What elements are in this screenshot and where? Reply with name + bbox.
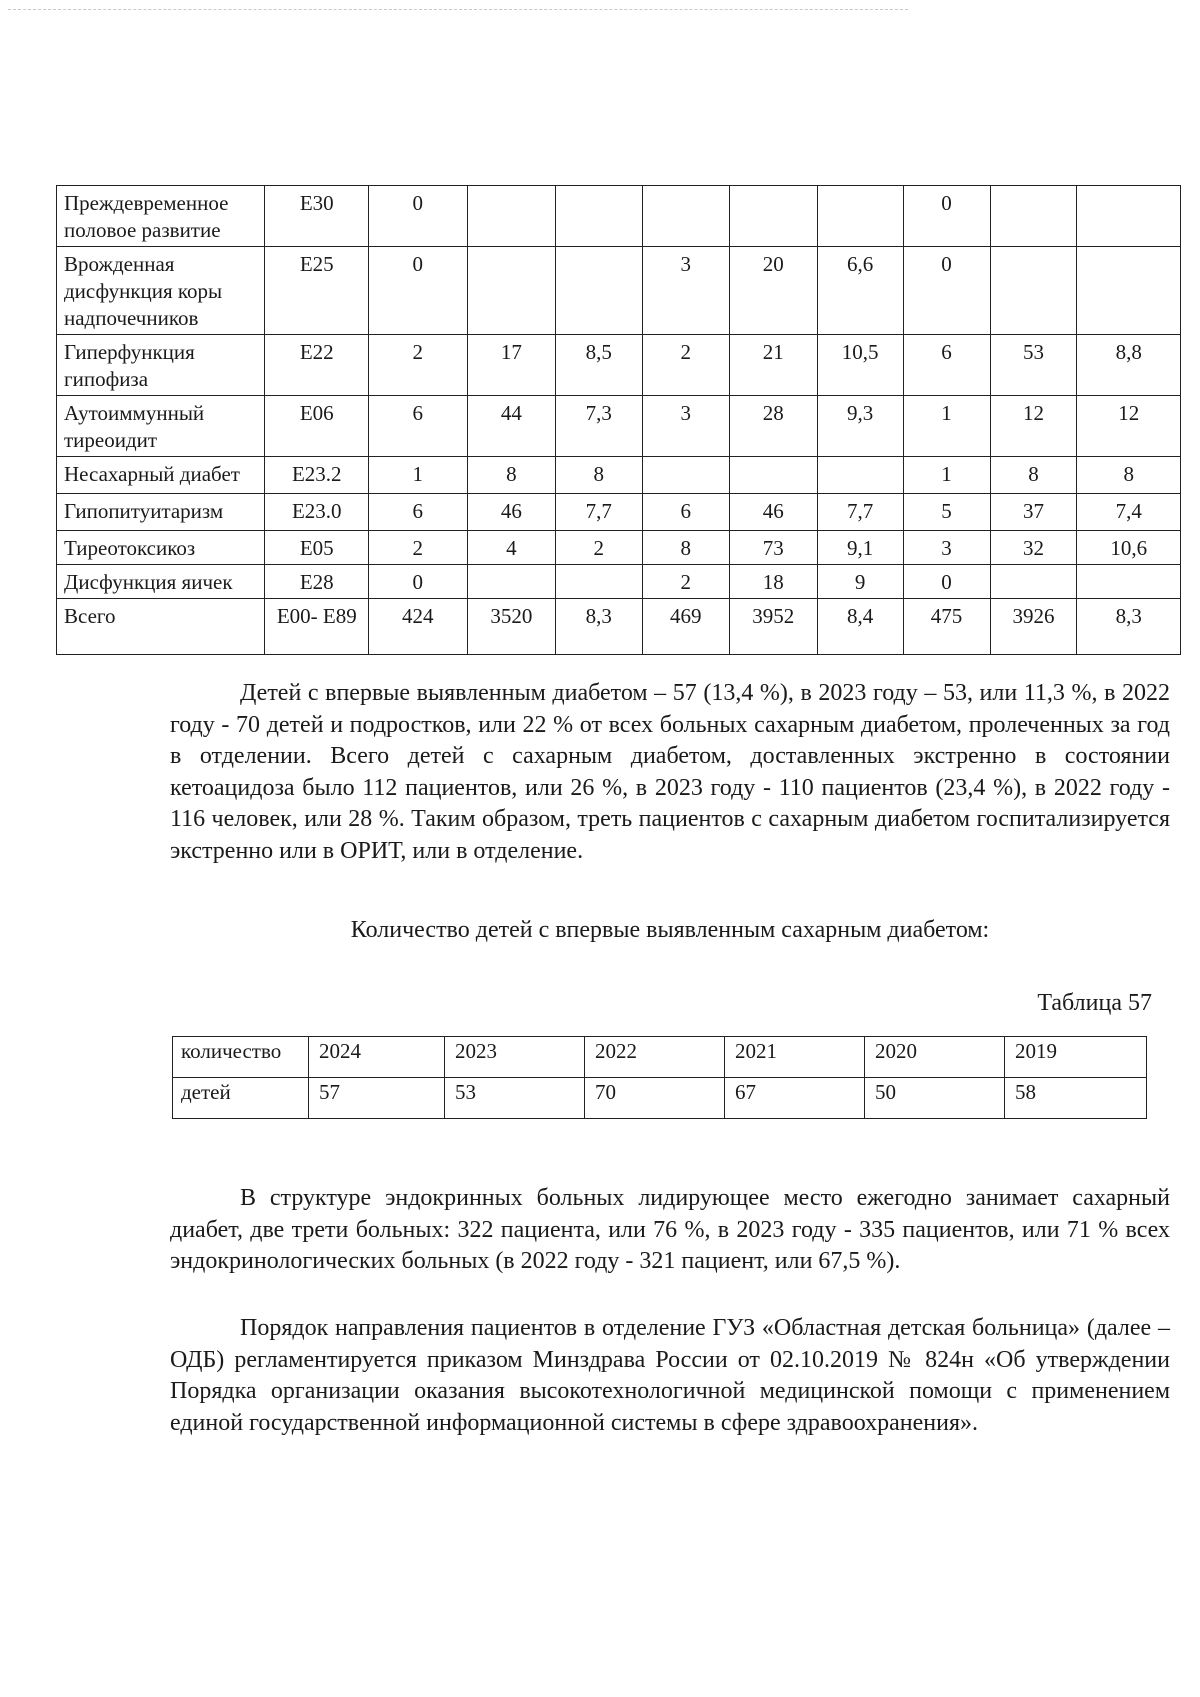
value-cell: 8	[642, 531, 729, 565]
value-cell: 2	[642, 335, 729, 396]
year-cell: 2023	[445, 1037, 585, 1078]
diagnosis-name: Всего	[57, 599, 265, 655]
diagnosis-name: Тиреотоксикоз	[57, 531, 265, 565]
table-row	[57, 457, 1181, 494]
value-cell: 8	[555, 457, 642, 494]
diagnosis-name: Аутоиммунный тиреоидит	[57, 396, 265, 457]
value-cell: 6	[368, 396, 467, 457]
count-cell: 53	[445, 1078, 585, 1119]
table-caption: Таблица 57	[1037, 990, 1152, 1016]
table-row	[57, 565, 1181, 599]
value-cell: 12	[1077, 396, 1181, 457]
value-cell: 3	[642, 396, 729, 457]
icd-code: Е23.0	[265, 494, 368, 531]
value-cell: 424	[368, 599, 467, 655]
value-cell: 2	[368, 335, 467, 396]
value-cell	[729, 457, 817, 494]
value-cell	[990, 247, 1077, 335]
row-label: детей	[173, 1078, 309, 1119]
value-cell	[817, 457, 903, 494]
year-cell: 2019	[1005, 1037, 1147, 1078]
value-cell: 17	[467, 335, 555, 396]
value-cell: 18	[729, 565, 817, 599]
year-cell: 2020	[865, 1037, 1005, 1078]
new-diabetes-by-year-table	[172, 1036, 1147, 1119]
value-cell: 6	[642, 494, 729, 531]
year-cell: 2022	[585, 1037, 725, 1078]
table-heading: Количество детей с впервые выявленным сахарным диабетом:	[350, 917, 990, 943]
value-cell: 37	[990, 494, 1077, 531]
value-cell	[555, 247, 642, 335]
value-cell: 20	[729, 247, 817, 335]
value-cell: 2	[368, 531, 467, 565]
value-cell	[1077, 247, 1181, 335]
table-row	[57, 335, 1181, 396]
value-cell: 1	[903, 396, 990, 457]
value-cell	[467, 186, 555, 247]
value-cell	[817, 186, 903, 247]
diagnosis-name: Врожденная дисфункция коры надпочечников	[57, 247, 265, 335]
icd-code: Е25	[265, 247, 368, 335]
table-row	[57, 599, 1181, 655]
diagnosis-name: Несахарный диабет	[57, 457, 265, 494]
paragraph-referral-order: Порядок направления пациентов в отделение ГУЗ «Областная детская больница» (далее – ОДБ) регламентируется приказом Минздрава России от 02.10.2019 № 824н «Об утверждении Порядка организации оказания высокотехнологичной медицинской помощи с применением единой государственной информационной системы в сфере здравоохранения».	[170, 1315, 1170, 1436]
value-cell: 0	[368, 247, 467, 335]
table-row	[57, 531, 1181, 565]
table-row	[57, 494, 1181, 531]
value-cell: 2	[555, 531, 642, 565]
diagnosis-name: Преждевременное половое развитие	[57, 186, 265, 247]
value-cell: 8,3	[555, 599, 642, 655]
value-cell: 7,4	[1077, 494, 1181, 531]
value-cell: 10,5	[817, 335, 903, 396]
count-cell: 70	[585, 1078, 725, 1119]
value-cell: 8	[1077, 457, 1181, 494]
icd-code: Е30	[265, 186, 368, 247]
value-cell	[642, 457, 729, 494]
value-cell: 44	[467, 396, 555, 457]
value-cell: 8,3	[1077, 599, 1181, 655]
value-cell: 8	[467, 457, 555, 494]
value-cell: 7,7	[817, 494, 903, 531]
icd-code: Е06	[265, 396, 368, 457]
value-cell	[555, 186, 642, 247]
diagnosis-name: Дисфункция яичек	[57, 565, 265, 599]
value-cell: 3926	[990, 599, 1077, 655]
value-cell	[729, 186, 817, 247]
value-cell: 3	[642, 247, 729, 335]
value-cell: 9,3	[817, 396, 903, 457]
count-cell: 50	[865, 1078, 1005, 1119]
value-cell: 1	[368, 457, 467, 494]
count-row	[173, 1078, 1147, 1119]
value-cell	[990, 186, 1077, 247]
value-cell	[1077, 565, 1181, 599]
value-cell: 0	[903, 565, 990, 599]
table-row	[57, 247, 1181, 335]
value-cell: 8	[990, 457, 1077, 494]
value-cell: 8,8	[1077, 335, 1181, 396]
value-cell: 53	[990, 335, 1077, 396]
value-cell: 9	[817, 565, 903, 599]
value-cell: 0	[368, 565, 467, 599]
value-cell: 10,6	[1077, 531, 1181, 565]
table-row	[57, 396, 1181, 457]
value-cell	[467, 565, 555, 599]
value-cell: 6	[903, 335, 990, 396]
scan-edge-line	[8, 9, 908, 10]
icd-code: Е05	[265, 531, 368, 565]
icd-code: Е22	[265, 335, 368, 396]
value-cell	[990, 565, 1077, 599]
year-header-row	[173, 1037, 1147, 1078]
value-cell: 3	[903, 531, 990, 565]
value-cell: 0	[368, 186, 467, 247]
value-cell	[467, 247, 555, 335]
value-cell: 21	[729, 335, 817, 396]
value-cell	[555, 565, 642, 599]
icd-code: Е00- Е89	[265, 599, 368, 655]
value-cell	[1077, 186, 1181, 247]
value-cell: 12	[990, 396, 1077, 457]
value-cell: 469	[642, 599, 729, 655]
value-cell: 3952	[729, 599, 817, 655]
value-cell: 0	[903, 186, 990, 247]
paragraph-new-diabetes: Детей с впервые выявленным диабетом – 57 (13,4 %), в 2023 году – 53, или 11,3 %, в 2022 году - 70 детей и подростков, или 22 % от всех больных сахарным диабетом, пролеченных за год в отделении. Всего детей с сахарным диабетом, доставленных экстренно в состоянии кетоацидоза было 112 пациентов, или 26 %, в 2023 году - 110 пациентов (23,4 %), в 2022 году - 116 человек, или 28 %. Таким образом, треть пациентов с сахарным диабетом госпитализируется экстренно или в ОРИТ, или в отделение.	[170, 680, 1170, 864]
diagnosis-name: Гиперфункция гипофиза	[57, 335, 265, 396]
value-cell: 8,4	[817, 599, 903, 655]
value-cell: 3520	[467, 599, 555, 655]
endocrine-diseases-table	[56, 185, 1181, 655]
value-cell: 475	[903, 599, 990, 655]
value-cell: 0	[903, 247, 990, 335]
table-row	[57, 186, 1181, 247]
value-cell: 73	[729, 531, 817, 565]
icd-code: Е28	[265, 565, 368, 599]
value-cell	[642, 186, 729, 247]
value-cell: 32	[990, 531, 1077, 565]
value-cell: 8,5	[555, 335, 642, 396]
count-cell: 57	[309, 1078, 445, 1119]
value-cell: 7,3	[555, 396, 642, 457]
value-cell: 6,6	[817, 247, 903, 335]
count-cell: 67	[725, 1078, 865, 1119]
diagnosis-name: Гипопитуитаризм	[57, 494, 265, 531]
year-cell: 2024	[309, 1037, 445, 1078]
value-cell: 1	[903, 457, 990, 494]
value-cell: 46	[729, 494, 817, 531]
year-cell: 2021	[725, 1037, 865, 1078]
value-cell: 2	[642, 565, 729, 599]
row-label: количество	[173, 1037, 309, 1078]
value-cell: 46	[467, 494, 555, 531]
value-cell: 4	[467, 531, 555, 565]
count-cell: 58	[1005, 1078, 1147, 1119]
value-cell: 5	[903, 494, 990, 531]
value-cell: 9,1	[817, 531, 903, 565]
value-cell: 28	[729, 396, 817, 457]
value-cell: 6	[368, 494, 467, 531]
paragraph-structure: В структуре эндокринных больных лидирующее место ежегодно занимает сахарный диабет, две трети больных: 322 пациента, или 76 %, в 2023 году - 335 пациентов, или 71 % всех эндокринологических больных (в 2022 году - 321 пациент, или 67,5 %).	[170, 1185, 1170, 1274]
value-cell: 7,7	[555, 494, 642, 531]
icd-code: Е23.2	[265, 457, 368, 494]
